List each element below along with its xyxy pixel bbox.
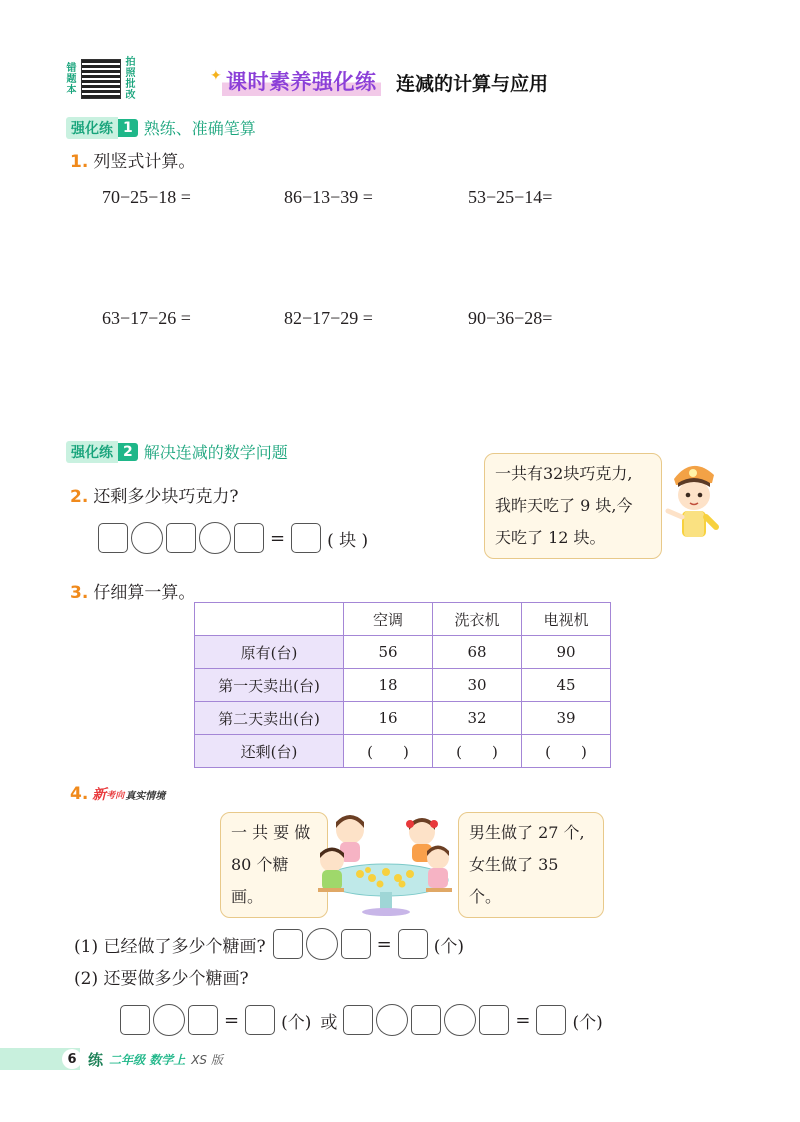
expression: 90−36−28= [468, 308, 553, 328]
question-3 [70, 578, 195, 603]
footer-text: 二年级 数学上 [109, 1052, 186, 1067]
equals-sign: = [224, 1009, 240, 1031]
answer-cell[interactable]: ( ) [344, 735, 433, 768]
row-header: 原有(台) [195, 636, 344, 669]
new-badge-mark: 新 [92, 787, 107, 803]
sub-question-2 [74, 964, 249, 989]
section-tag-1 [66, 116, 256, 139]
expression: 63−17−26 = [102, 308, 191, 328]
table-cell: 56 [344, 636, 433, 669]
equals-sign: = [376, 933, 392, 955]
row-header: 第一天卖出(台) [195, 669, 344, 702]
question-text: 仔细算一算。 [93, 583, 196, 603]
table-cell: 68 [433, 636, 522, 669]
answer-equation-2 [120, 1004, 606, 1036]
row-header: 还剩(台) [195, 735, 344, 768]
brand-logo: 练 [88, 1050, 104, 1069]
unit-label: ( 块 ) [327, 530, 369, 551]
bubble-line: 80 个糖画。 [231, 855, 289, 906]
sub-question-text: (1) 已经做了多少个糖画? [74, 936, 266, 957]
answer-box[interactable] [341, 929, 371, 959]
expression: 53−25−14= [468, 187, 553, 207]
answer-box[interactable] [343, 1005, 373, 1035]
bubble-line: 天吃了 12 块。 [495, 528, 606, 547]
table-cell: 30 [433, 669, 522, 702]
question-2 [70, 482, 239, 507]
question-text: 还剩多少块巧克力? [93, 487, 239, 507]
question-number: 4. [70, 784, 89, 804]
section-tag-label: 强化练 [66, 117, 118, 139]
unit-label: (个) [433, 936, 464, 957]
qr-block [66, 57, 136, 101]
expression: 86−13−39 = [284, 187, 373, 207]
table-cell: 18 [344, 669, 433, 702]
new-badge [92, 784, 165, 804]
answer-equation [98, 522, 371, 554]
operator-circle[interactable] [376, 1004, 408, 1036]
table-row [195, 735, 611, 768]
answer-box[interactable] [166, 523, 196, 553]
question-1 [70, 147, 195, 172]
answer-box[interactable] [188, 1005, 218, 1035]
answer-box[interactable] [536, 1005, 566, 1035]
section-tag-number: 1 [118, 119, 138, 137]
question-4 [70, 784, 165, 804]
answer-box[interactable] [120, 1005, 150, 1035]
answer-box[interactable] [398, 929, 428, 959]
section-tag-text: 解决连减的数学问题 [143, 443, 288, 462]
table-header-cell: 空调 [344, 603, 433, 636]
unit-label: (个) [281, 1012, 312, 1033]
bubble-line: 一 共 要 做 [231, 823, 311, 842]
section-tag-number: 2 [118, 443, 138, 461]
new-badge-text: 真实情境 [125, 790, 166, 802]
operator-circle[interactable] [131, 522, 163, 554]
equals-sign: = [515, 1009, 531, 1031]
question-number: 2. [70, 487, 89, 507]
page-title: 课时素养强化练 [226, 70, 377, 94]
operator-circle[interactable] [444, 1004, 476, 1036]
answer-box[interactable] [245, 1005, 275, 1035]
title-banner [222, 66, 381, 96]
answer-box[interactable] [291, 523, 321, 553]
operator-circle[interactable] [306, 928, 338, 960]
answer-box[interactable] [273, 929, 303, 959]
sub-question-1 [74, 928, 467, 960]
question-number: 1. [70, 152, 89, 172]
table-cell: 32 [433, 702, 522, 735]
section-tag-2 [66, 440, 288, 463]
expression: 82−17−29 = [284, 308, 373, 328]
section-tag-text: 熟练、准确笔算 [143, 119, 256, 138]
footer-edition: XS 版 [191, 1052, 223, 1067]
operator-circle[interactable] [199, 522, 231, 554]
qr-code[interactable] [81, 59, 121, 99]
table-cell: 90 [522, 636, 611, 669]
table-row [195, 669, 611, 702]
sales-table [194, 602, 611, 768]
qr-right-label: 拍照批改 [125, 57, 136, 101]
bubble-line: 一共有32块巧克力, [495, 464, 633, 483]
table-corner [195, 603, 344, 636]
answer-box[interactable] [411, 1005, 441, 1035]
unit-label: (个) [572, 1012, 603, 1033]
answer-box[interactable] [98, 523, 128, 553]
bubble-line: 女生做了 35 个。 [469, 855, 559, 906]
qr-left-label: 错题本 [66, 62, 77, 96]
table-header-row [195, 603, 611, 636]
page-number: 6 [62, 1049, 82, 1069]
bubble-line: 我昨天吃了 9 块,今 [495, 496, 633, 515]
table-row [195, 702, 611, 735]
question-number: 3. [70, 583, 89, 603]
row-header: 第二天卖出(台) [195, 702, 344, 735]
new-badge-kao: 考向 [106, 790, 125, 801]
table-header-cell: 洗衣机 [433, 603, 522, 636]
answer-cell[interactable]: ( ) [522, 735, 611, 768]
page-subtitle: 连减的计算与应用 [396, 73, 549, 95]
speech-bubble [484, 453, 662, 559]
children-table-illustration [310, 808, 460, 918]
bubble-line: 男生做了 27 个, [469, 823, 585, 842]
footer [62, 1048, 223, 1070]
or-text: 或 [320, 1012, 338, 1033]
speech-bubble-right [458, 812, 604, 918]
table-row [195, 636, 611, 669]
expression: 70−25−18 = [102, 187, 191, 207]
table-cell: 16 [344, 702, 433, 735]
table-cell: 45 [522, 669, 611, 702]
table-cell: 39 [522, 702, 611, 735]
answer-box[interactable] [479, 1005, 509, 1035]
equals-sign: = [270, 527, 286, 549]
section-tag-label: 强化练 [66, 441, 118, 463]
answer-box[interactable] [234, 523, 264, 553]
table-header-cell: 电视机 [522, 603, 611, 636]
boy-illustration [662, 455, 726, 545]
sparkle-icon: ✦ [210, 68, 222, 84]
operator-circle[interactable] [153, 1004, 185, 1036]
sub-question-text: (2) 还要做多少个糖画? [74, 969, 249, 989]
question-text: 列竖式计算。 [93, 152, 196, 172]
answer-cell[interactable]: ( ) [433, 735, 522, 768]
